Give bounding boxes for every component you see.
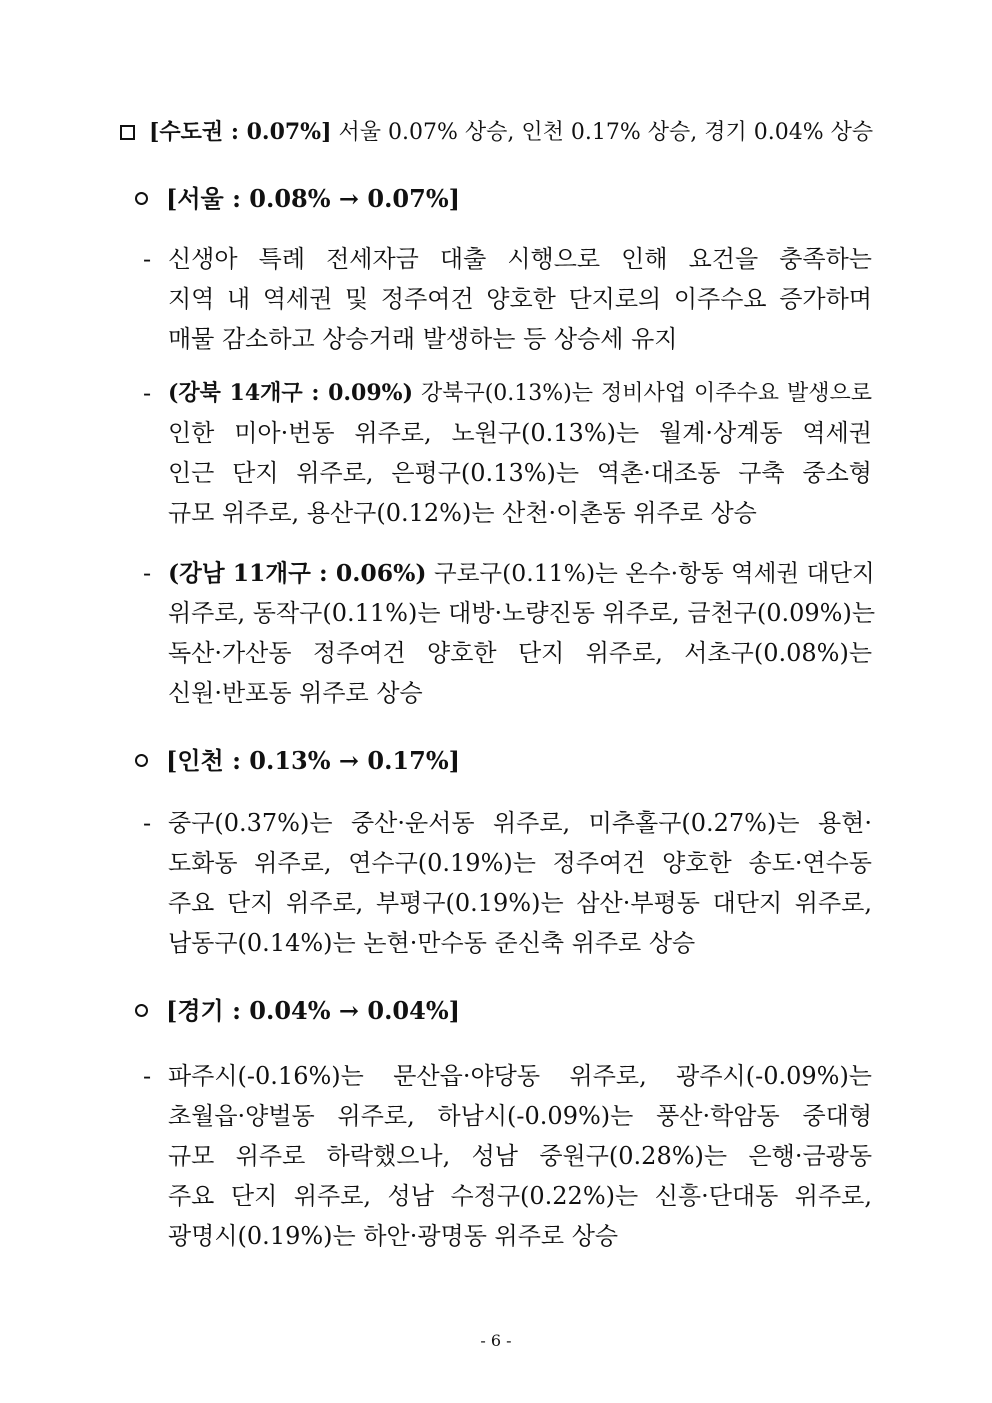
gangbuk-label: (강북 14개구 : 0.09%) [168, 380, 413, 406]
seoul-item-1-line-0: (강북 14개구 : 0.09%) 강북구(0.13%)는 정비사업 이주수요 발생으로 [168, 380, 872, 406]
seoul-item-2-line-2: 독산·가산동 정주여건 양호한 단지 위주로, 서초구(0.08%)는 [168, 639, 872, 667]
circle-bullet-icon [135, 1004, 148, 1017]
gyeonggi-item-0-line-4: 광명시(0.19%)는 하안·광명동 위주로 상승 [168, 1222, 619, 1250]
seoul-item-0-line-0: 신생아 특례 전세자금 대출 시행으로 인해 요건을 충족하는 [168, 245, 872, 273]
dash-bullet: - [143, 559, 152, 587]
region-label: [수도권 : 0.07%] [149, 119, 332, 145]
incheon-heading: [인천 : 0.13% → 0.17%] [135, 745, 460, 777]
dash-bullet: - [143, 245, 152, 273]
seoul-heading: [서울 : 0.08% → 0.07%] [135, 183, 460, 215]
circle-bullet-icon [135, 192, 148, 205]
dash-bullet: - [143, 1062, 152, 1090]
square-bullet-icon [120, 125, 135, 140]
gyeonggi-item-0-line-1: 초월읍·양벌동 위주로, 하남시(-0.09%)는 풍산·학암동 중대형 [168, 1102, 872, 1130]
region-summary: 서울 0.07% 상승, 인천 0.17% 상승, 경기 0.04% 상승 [338, 120, 874, 145]
seoul-item-0-line-1: 지역 내 역세권 및 정주여건 양호한 단지로의 이주수요 증가하며 [168, 285, 872, 313]
seoul-item-2-line-3: 신원·반포동 위주로 상승 [168, 679, 423, 707]
seoul-item-1-line-1: 인한 미아·번동 위주로, 노원구(0.13%)는 월계·상계동 역세권 [168, 419, 872, 447]
seoul-item-2-line-1: 위주로, 동작구(0.11%)는 대방·노량진동 위주로, 금천구(0.09%)는 [168, 599, 876, 627]
section-header [120, 116, 872, 149]
seoul-item-0-line-2: 매물 감소하고 상승거래 발생하는 등 상승세 유지 [168, 325, 678, 353]
dash-bullet: - [143, 809, 152, 837]
dash-bullet: - [143, 379, 152, 407]
gangnam-label: (강남 11개구 : 0.06%) [168, 559, 427, 587]
seoul-item-1-line-3: 규모 위주로, 용산구(0.12%)는 산천·이촌동 위주로 상승 [168, 499, 757, 527]
gyeonggi-item-0-line-3: 주요 단지 위주로, 성남 수정구(0.22%)는 신흥·단대동 위주로, [168, 1182, 872, 1210]
gyeonggi-heading: [경기 : 0.04% → 0.04%] [135, 995, 460, 1027]
incheon-item-0-line-3: 남동구(0.14%)는 논현·만수동 준신축 위주로 상승 [168, 929, 696, 957]
incheon-item-0-line-1: 도화동 위주로, 연수구(0.19%)는 정주여건 양호한 송도·연수동 [168, 849, 872, 877]
incheon-item-0-line-2: 주요 단지 위주로, 부평구(0.19%)는 삼산·부평동 대단지 위주로, [168, 889, 872, 917]
circle-bullet-icon [135, 754, 148, 767]
gyeonggi-item-0-line-2: 규모 위주로 하락했으나, 성남 중원구(0.28%)는 은행·금광동 [168, 1142, 872, 1170]
gyeonggi-item-0-line-0: 파주시(-0.16%)는 문산읍·야당동 위주로, 광주시(-0.09%)는 [168, 1062, 872, 1090]
seoul-item-2-line-0: (강남 11개구 : 0.06%) 구로구(0.11%)는 온수·항동 역세권 대단지 [168, 559, 875, 587]
seoul-item-1-line-2: 인근 단지 위주로, 은평구(0.13%)는 역촌·대조동 구축 중소형 [168, 459, 872, 487]
incheon-item-0-line-0: 중구(0.37%)는 중산·운서동 위주로, 미추홀구(0.27%)는 용현· [168, 809, 872, 837]
page-number: - 6 - [480, 1331, 512, 1350]
